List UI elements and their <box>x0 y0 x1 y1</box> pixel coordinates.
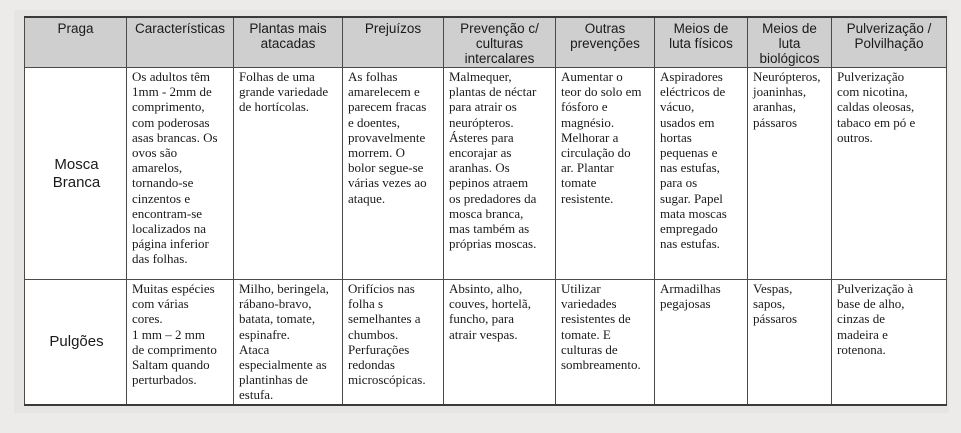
header-pulverizacao: Pulverização / Polvilhação <box>832 17 947 68</box>
header-outras-prevencoes: Outras prevenções <box>556 17 655 68</box>
table-cell: Muitas espécies com várias cores. 1 mm – 2 mm de comprimento Saltam quando perturbados. <box>127 280 234 405</box>
table-cell: Vespas, sapos, pássaros <box>748 280 832 405</box>
table-cell: Malmequer, plantas de néctar para atrair os neurópteros. Ásteres para encorajar as aranhas. Os pepinos atraem os predadores da mosca branca, mas também as próprias moscas. <box>444 68 556 280</box>
table-cell: Orifícios nas folha s semelhantes a chumbos. Perfurações redondas microscópicas. <box>343 280 444 405</box>
table-row <box>25 280 947 405</box>
header-meios-biologicos: Meios de luta biológicos <box>748 17 832 68</box>
table-cell: Os adultos têm 1mm - 2mm de comprimento, com poderosas asas brancas. Os ovos são amarelos, tornando-se cinzentos e encontram-se localizados na página inferior das folhas. <box>127 68 234 280</box>
table-cell: As folhas amarelecem e parecem fracas e doentes, provavelmente morrem. O bolor segue-se várias vezes ao ataque. <box>343 68 444 280</box>
header-meios-fisicos: Meios de luta físicos <box>655 17 748 68</box>
table-cell: Absinto, alho, couves, hortelã, funcho, para atrair vespas. <box>444 280 556 405</box>
table-cell: Neurópteros, joaninhas, aranhas, pássaros <box>748 68 832 280</box>
table-cell: Folhas de uma grande variedade de hortícolas. <box>234 68 343 280</box>
table-cell: Pulverização com nicotina, caldas oleosas, tabaco em pó e outros. <box>832 68 947 280</box>
header-row <box>25 17 947 68</box>
header-plantas-atacadas: Plantas mais atacadas <box>234 17 343 68</box>
table-row <box>25 68 947 280</box>
pest-control-table <box>24 16 947 406</box>
header-caracteristicas: Características <box>127 17 234 68</box>
header-prejuizos: Prejuízos <box>343 17 444 68</box>
pest-name: Pulgões <box>25 280 127 405</box>
table-cell: Aumentar o teor do solo em fósforo e magnésio. Melhorar a circulação do ar. Plantar tomate resistente. <box>556 68 655 280</box>
table-cell: Milho, beringela, rábano-bravo, batata, tomate, espinafre. Ataca especialmente as plantinhas de estufa. <box>234 280 343 405</box>
table-cell: Armadilhas pegajosas <box>655 280 748 405</box>
header-praga: Praga <box>25 17 127 68</box>
table-cell: Utilizar variedades resistentes de tomate. E culturas de sombreamento. <box>556 280 655 405</box>
table-cell: Pulverização à base de alho, cinzas de madeira e rotenona. <box>832 280 947 405</box>
pest-name: Mosca Branca <box>25 68 127 280</box>
table-cell: Aspiradores eléctricos de vácuo, usados em hortas pequenas e nas estufas, para os sugar. Papel mata moscas empregado nas estufas. <box>655 68 748 280</box>
header-prevencao-culturas: Prevenção c/ culturas intercalares <box>444 17 556 68</box>
